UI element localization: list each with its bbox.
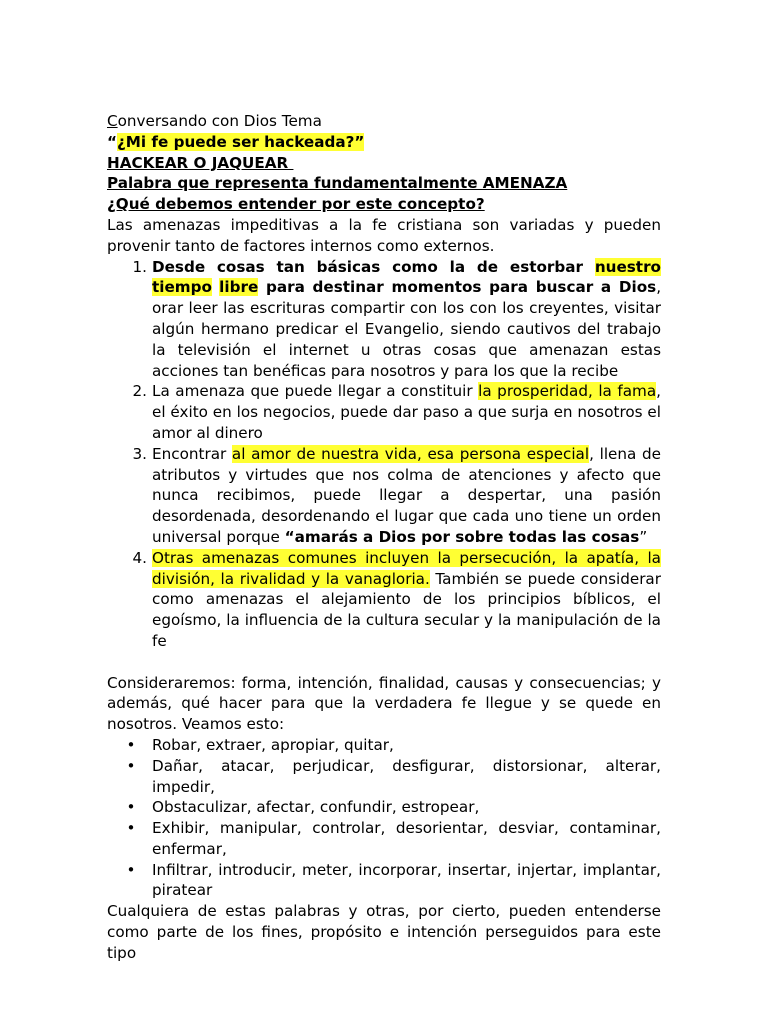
item3-rest: , llena de atributos y virtudes que nos colma de atenciones y afecto que nunca recibimos, puede llegar a despertar, una pasión desordenada, desordenando el lugar que cada uno tiene un orden universal porque [152,444,661,546]
bullet-text: Dañar, atacar, perjudicar, desfigurar, distorsionar, alterar, impedir, [152,756,661,796]
document-question [107,132,661,153]
bullet-icon: • [126,756,136,775]
item2-highlight: la prosperidad, la fama [478,382,657,401]
list-number: 3. [132,444,147,463]
item2-rest: , el éxito en los negocios, puede dar paso a que surja en nosotros el amor al dinero [152,382,661,442]
list-number: 4. [132,548,147,567]
item1-highlight-b: libre [219,278,259,297]
list-number: 2. [132,382,147,401]
list-item [107,818,661,860]
bullet-icon: • [126,819,136,838]
numbered-list [107,257,661,652]
item4-rest: También se puede considerar como amenazas el alejamiento de los principios bíblicos, el egoísmo, la influencia de la cultura secular y la manipulación de la fe [152,569,661,650]
consider-paragraph: Consideraremos: forma, intención, finalidad, causas y consecuencias; y además, qué hacer para que la verdadera fe llegue y se quede en nosotros. Veamos esto: [107,673,661,734]
list-item [107,860,661,902]
item3-bold-quote: “amarás a Dios por sobre todas las cosas [284,527,640,546]
list-item [107,444,661,548]
heading-palabra: Palabra que representa fundamentalmente AMENAZA [107,174,568,193]
bullet-text: Robar, extraer, apropiar, quitar, [152,735,394,754]
bullet-text: Infiltrar, introducir, meter, incorporar, insertar, injertar, implantar, piratear [152,860,661,900]
title-first-letter: C [107,112,118,130]
list-item [107,548,661,652]
question-text: ¿Mi fe puede ser hackeada?” [116,132,365,151]
heading-concepto: ¿Qué debemos entender por este concepto? [107,195,485,214]
blank-line [107,652,661,673]
item1-highlight-a: nuestro tiempo [152,257,661,297]
bullet-icon: • [126,735,136,754]
heading-hackear: HACKEAR O JAQUEAR [107,153,294,172]
bullet-icon: • [126,798,136,817]
intro-paragraph: Las amenazas impeditivas a la fe cristiana son variadas y pueden provenir tanto de factores internos como externos. [107,215,661,255]
bullet-text: Exhibir, manipular, controlar, desorientar, desviar, contaminar, enfermar, [152,819,661,858]
item3-end: ” [639,527,648,546]
bullet-icon: • [126,860,136,879]
item2-pre: La amenaza que puede llegar a constituir [152,382,479,401]
item4-highlight: Otras amenazas comunes incluyen la persecución, la apatía, la división, la rivalidad y la vanagloria. [152,548,661,588]
question-open-quote: “ [107,132,117,151]
list-number: 1. [132,257,147,276]
list-item [107,381,661,443]
item1-bold-a: Desde cosas tan básicas como la de estorbar [152,257,595,276]
list-item [107,735,661,756]
list-item [107,756,661,798]
bullet-text: Obstaculizar, afectar, confundir, estropear, [152,798,480,817]
item3-highlight: al amor de nuestra vida, esa persona especial [231,444,590,463]
item1-rest: , orar leer las escrituras compartir con los con los creyentes, visitar algún hermano predicar el Evangelio, siendo cautivos del trabajo la televisión el internet u otras cosas que amenazan estas acciones tan benéficas para nosotros y para los que la recibe [152,278,662,380]
document-page [107,111,661,964]
title-rest: onversando con Dios Tema [117,112,322,130]
item3-pre: Encontrar [152,444,232,463]
bullet-list [107,735,661,901]
list-item [107,257,661,382]
closing-paragraph: Cualquiera de estas palabras y otras, por cierto, pueden entenderse como parte de los fines, propósito e intención perseguidos para este tipo [107,902,661,962]
document-title [107,111,661,132]
list-item [107,797,661,818]
item1-bold-b: para destinar momentos para buscar a Dios [258,278,657,297]
